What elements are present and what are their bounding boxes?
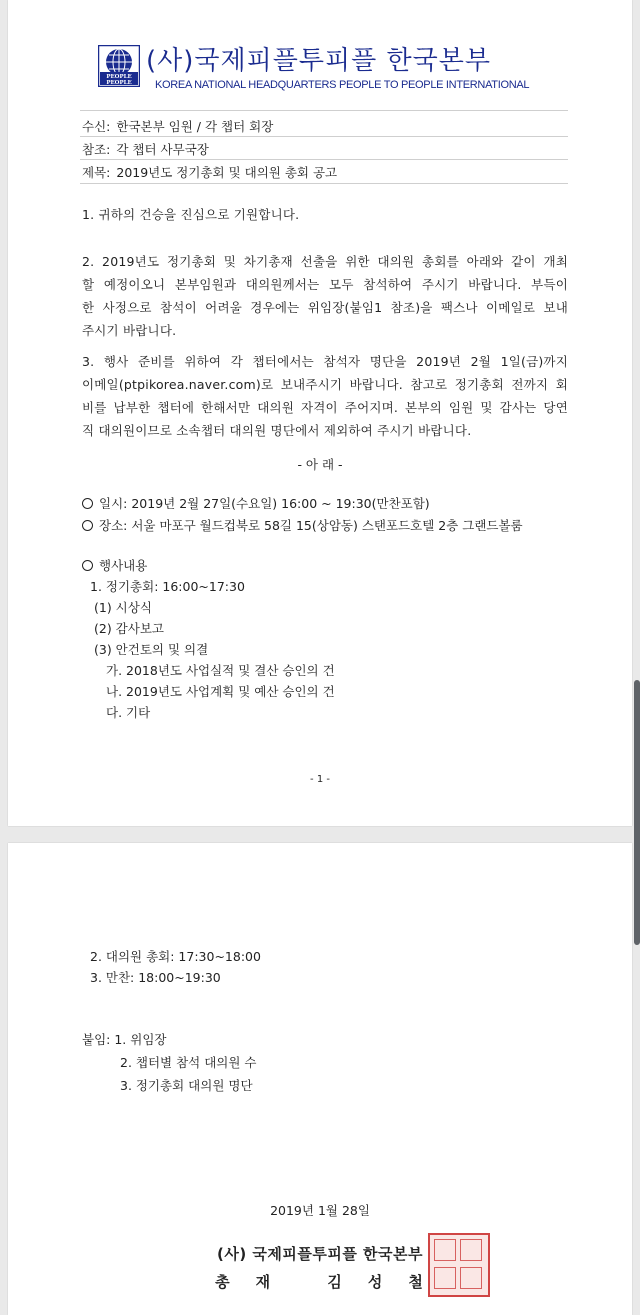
below-heading: - 아 래 - (297, 457, 343, 472)
divider (80, 183, 568, 184)
datetime-text: 일시: 2019년 2월 27일(수요일) 16:00 ~ 19:30(만찬포함) (99, 496, 430, 511)
paragraph-line: 직 대의원이므로 소속챕터 대의원 명단에서 제외하여 주시기 바랍니다. (82, 423, 472, 438)
subject-label: 제목: (82, 165, 111, 180)
program-item: 3. 만찬: 18:00~19:30 (90, 970, 221, 985)
program-item: (3) 안건토의 및 의결 (94, 642, 209, 657)
attachment-item: 2. 챕터별 참석 대의원 수 (120, 1055, 257, 1070)
paragraph-3 (82, 350, 568, 442)
paragraph-line: 이메일(ptpikorea.naver.com)로 보내주시기 바랍니다. 참고로 정기총회 전까지 회 (82, 377, 568, 392)
program-item: 2. 대의원 총회: 17:30~18:00 (90, 949, 261, 964)
signature-name: 총재 김성철 (215, 1273, 449, 1291)
logo-text-bottom: PEOPLE (106, 80, 132, 86)
reference-label: 참조: (82, 142, 111, 157)
attachments-label: 붙임: (82, 1032, 111, 1047)
attachment-item: 1. 위임장 (114, 1032, 167, 1047)
circle-bullet-icon (82, 520, 93, 531)
paragraph-line: 1. 귀하의 건승을 진심으로 기원합니다. (82, 207, 300, 222)
logo-text-top: PEOPLE (106, 74, 132, 80)
organization-subtitle: KOREA NATIONAL HEADQUARTERS PEOPLE TO PEOPLE INTERNATIONAL (155, 79, 530, 91)
paragraph-line: 주시기 바랍니다. (82, 323, 177, 338)
program-item: 나. 2019년도 사업계획 및 예산 승인의 건 (106, 684, 335, 699)
circle-bullet-icon (82, 560, 93, 571)
reference-row (82, 140, 215, 158)
subject-value: 2019년도 정기총회 및 대의원 총회 공고 (116, 165, 338, 180)
place-text: 장소: 서울 마포구 월드컵북로 58길 15(상암동) 스탠포드호텔 2층 그랜드볼룸 (99, 518, 523, 533)
datetime-row (82, 494, 430, 512)
scrollbar-thumb[interactable] (634, 680, 640, 945)
recipient-row (82, 117, 279, 135)
program-item: 다. 기타 (106, 705, 151, 720)
divider (80, 136, 568, 137)
program-heading: 행사내용 (99, 558, 148, 573)
paragraph-2 (82, 250, 568, 342)
attachments-row (82, 1030, 166, 1048)
signature-organization: (사) 국제피플투피플 한국본부 (216, 1245, 424, 1263)
document-page-2 (8, 843, 632, 1315)
paragraph-line: 비를 납부한 챕터에 한해서만 대의원 자격이 주어지며. 본부의 임원 및 감사는 당연 (82, 400, 568, 415)
organization-title: (사)국제피플투피플 한국본부 (146, 46, 491, 76)
divider (80, 110, 568, 111)
page-number: - 1 - (310, 774, 330, 785)
paragraph-line: 할 예정이오니 본부임원과 대의원께서는 모두 참석하여 주시기 바랍니다. 부득이 (82, 277, 568, 292)
paragraph-1 (82, 203, 568, 226)
reference-value: 각 챕터 사무국장 (116, 142, 209, 157)
program-heading-row (82, 556, 147, 574)
paragraph-line: 2. 2019년도 정기총회 및 차기총재 선출을 위한 대의원 총회를 아래와 같이 개최 (82, 254, 568, 269)
recipient-value: 한국본부 임원 / 각 챕터 회장 (116, 119, 274, 134)
subject-row (82, 163, 343, 181)
attachment-item: 3. 정기총회 대의원 명단 (120, 1078, 253, 1093)
people-to-people-logo (98, 45, 140, 87)
program-item: (2) 감사보고 (94, 621, 164, 636)
place-row (82, 516, 523, 534)
issue-date: 2019년 1월 28일 (270, 1203, 370, 1218)
program-item: 1. 정기총회: 16:00~17:30 (90, 579, 245, 594)
program-item: (1) 시상식 (94, 600, 152, 615)
paragraph-line: 3. 행사 준비를 위하여 각 챕터에서는 참석자 명단을 2019년 2월 1일(금)까지 (82, 354, 568, 369)
circle-bullet-icon (82, 498, 93, 509)
divider (80, 159, 568, 160)
paragraph-line: 한 사정으로 참석이 어려울 경우에는 위임장(붙임1 참조)을 팩스나 이메일로 보내 (82, 300, 568, 315)
program-item: 가. 2018년도 사업실적 및 결산 승인의 건 (106, 663, 335, 678)
document-page-1 (8, 0, 632, 826)
recipient-label: 수신: (82, 119, 111, 134)
